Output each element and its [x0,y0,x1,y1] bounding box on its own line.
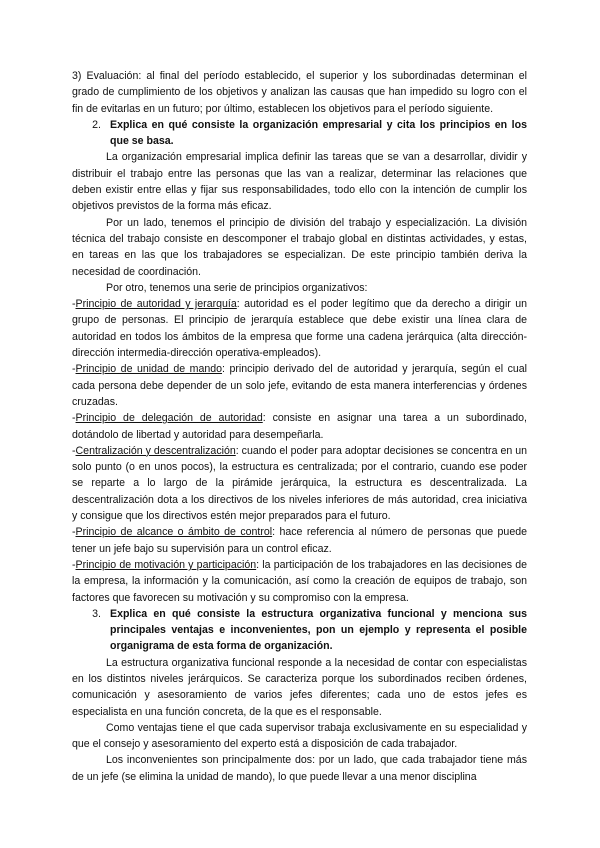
question-3-text: Explica en qué consiste la estructura organizativa funcional y menciona sus principales ventajas e inconvenientes, pon un ejemplo y representa el posible organigrama de esta forma de organización. [110,607,527,653]
evaluation-paragraph: 3) Evaluación: al final del período establecido, el superior y los subordinadas determinan el grado de cumplimiento de los objetivos y analizan las causas que han impedido su logro con el fin de evitarlas en un futuro; por último, establecen los objetivos para el período siguiente. [72,70,527,115]
principle-term: Principio de alcance o ámbito de control [75,526,273,539]
question-2-number: 2. [92,118,101,131]
principle-desc: : principio derivado del de autoridad y jerarquía, según el cual cada persona debe depender de un solo jefe, evitando de esta manera interferencias y órdenes cruzadas. [72,363,528,408]
principle-term: Principio de autoridad y jerarquía [75,298,237,311]
principle-term: Centralización y descentralización [75,444,236,457]
principle-desc: : autoridad es el poder legítimo que da derecho a dirigir un grupo de personas. El principio de jerarquía establece que debe existir una línea clara de autoridad en todos los ámbitos de la empresa que forme una cadena jerárquica (alta dirección-dirección intermedia-dirección operativa-empleados). [72,298,527,360]
principle-desc: : cuando el poder para adoptar decisiones se concentra en un solo punto (o en unos pocos), la estructura es centralizada; por el contrario, cuando ese poder se reparte a lo largo de la pirámide jerárquica, la estructura es descentralizada. La descentralización dota a los directivos de los niveles inferiores de más autoridad, crea iniciativa y consigue que los directivos estén mejor preparados para el futuro. [72,444,527,523]
principle-term: Principio de delegación de autoridad [75,412,263,425]
principle-desc: : hace referencia al número de personas que puede tener un jefe bajo su supervisión para un control eficaz. [72,526,527,555]
principle-term: Principio de motivación y participación [75,558,257,571]
principle-item: -Centralización y descentralización: cuando el poder para adoptar decisiones se concentra en un solo punto (o en unos pocos), la estructura es centralizada; por el contrario, cuando ese poder se reparte a lo largo de la pirámide jerárquica, la estructura es descentralizada. La descentralización dota a los directivos de los niveles inferiores de más autoridad, crea iniciativa y consigue que los directivos estén mejor preparados para el futuro. [72,444,527,523]
q3-paragraph-2: Como ventajas tiene el que cada supervisor trabaja exclusivamente en su especialidad y que el consejo y asesoramiento del experto está a disposición de cada trabajador. [72,721,527,751]
q3-paragraph-1: La estructura organizativa funcional responde a la necesidad de contar con especialistas en los distintos niveles jerárquicos. Se caracteriza porque los subordinados reciben órdenes, comunicación y asesoramiento de varios jefes diferentes; cada uno de estos jefes es especialista en una función concreta, de la que es el responsable. [72,656,527,718]
question-2 [72,117,527,150]
question-3 [72,606,527,655]
principle-item: -Principio de autoridad y jerarquía: autoridad es el poder legítimo que da derecho a dirigir un grupo de personas. El principio de jerarquía establece que debe existir una línea clara de autoridad en todos los ámbitos de la empresa que forme una cadena jerárquica (alta dirección-dirección intermedia-dirección operativa-empleados). [72,298,527,360]
document-page [72,68,527,785]
principle-item: -Principio de motivación y participación: la participación de los trabajadores en las decisiones de la empresa, la información y la comunicación, así como la creación de equipos de trabajo, son factores que favorecen su motivación y su compromiso con la empresa. [72,558,527,604]
principle-item: -Principio de unidad de mando: principio derivado del de autoridad y jerarquía, según el cual cada persona debe depender de un solo jefe, evitando de esta manera interferencias y órdenes cruzadas. [72,363,528,408]
principle-desc: : la participación de los trabajadores en las decisiones de la empresa, la información y la comunicación, así como la creación de equipos de trabajo, son factores que favorecen su motivación y su compromiso con la empresa. [72,558,527,604]
principle-desc: : consiste en asignar una tarea a un subordinado, dotándolo de libertad y autoridad para desempeñarla. [72,412,527,441]
q2-paragraph-2: Por un lado, tenemos el principio de división del trabajo y especialización. La división técnica del trabajo consiste en descomponer el trabajo global en distintas actividades, y estas, en tareas en las que los trabajadores se especializan. De este principio también deriva la necesidad de coordinación. [72,216,527,278]
q2-paragraph-1: La organización empresarial implica definir las tareas que se van a desarrollar, dividir y distribuir el trabajo entre las personas que las van a realizar, determinar las relaciones que deben existir entre ellas y fijar sus responsabilidades, todo ello con la intención de cumplir los objetivos previstos de la forma más eficaz. [72,151,527,213]
q3-paragraph-3: Los inconvenientes son principalmente dos: por un lado, que cada trabajador tiene más de un jefe (se elimina la unidad de mando), lo que puede llevar a una menor disciplina [72,754,527,783]
question-2-text: Explica en qué consiste la organización empresarial y cita los principios en los que se basa. [110,118,527,148]
question-3-number: 3. [92,607,101,620]
q2-paragraph-3: Por otro, tenemos una serie de principios organizativos: [106,281,368,294]
principle-item: -Principio de delegación de autoridad: consiste en asignar una tarea a un subordinado, dotándolo de libertad y autoridad para desempeñarla. [72,412,527,441]
principle-item: -Principio de alcance o ámbito de control: hace referencia al número de personas que puede tener un jefe bajo su supervisión para un control eficaz. [72,526,527,555]
principle-term: Principio de unidad de mando [75,363,223,376]
